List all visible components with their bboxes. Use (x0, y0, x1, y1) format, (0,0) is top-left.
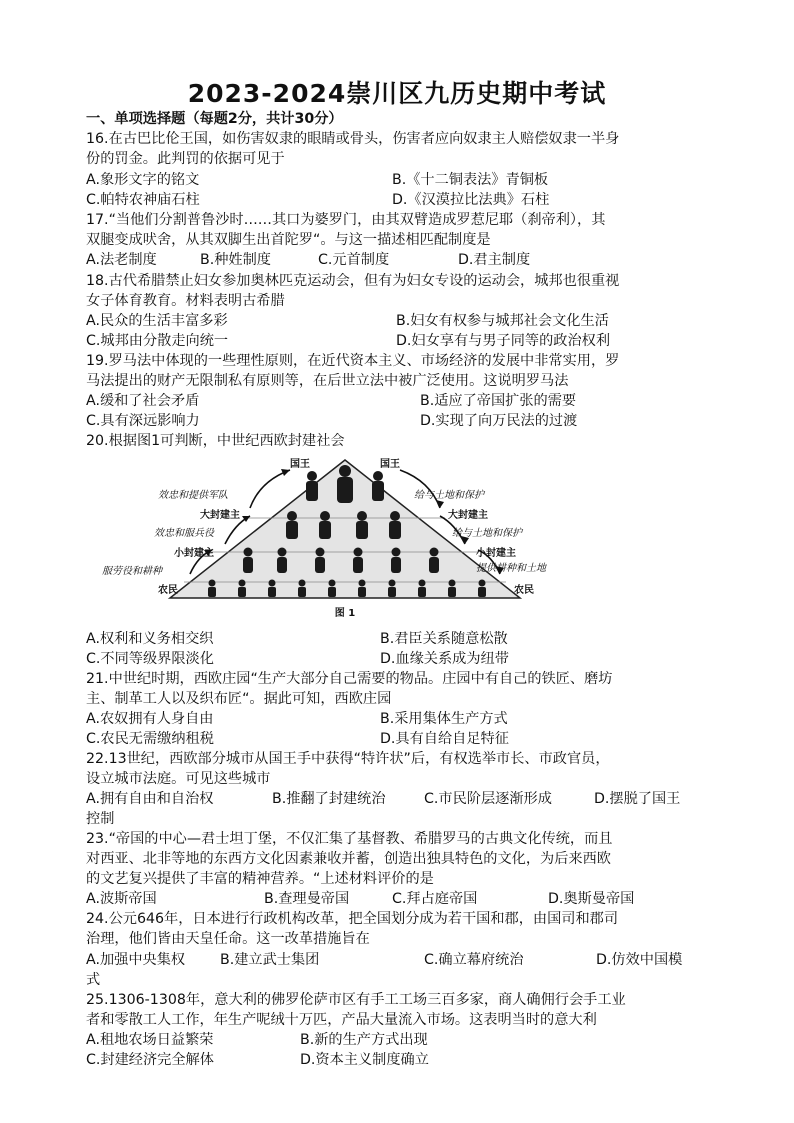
label-small-lord-left: 小封建主 (174, 548, 214, 559)
question-23-stem-cont: 对西亚、北非等地的东西方文化因素兼收并蓄，创造出独具特色的文化，为后来西欧 (86, 851, 611, 867)
option-20a: A.权利和义务相交织 (86, 631, 214, 647)
question-21-stem: 21.中世纪时期，西欧庄园“生产大部分自己需要的物品。庄园中有自己的铁匠、磨坊 (86, 671, 613, 687)
option-18b: B.妇女有权参与城邦社会文化生活 (396, 313, 609, 329)
question-23-stem: 23.“帝国的中心—君士坦丁堡，不仅汇集了基督教、希腊罗马的古典文化传统，而且 (86, 831, 613, 847)
question-18-stem-cont: 女子体育教育。材料表明古希腊 (86, 293, 285, 309)
option-25b: B.新的生产方式出现 (300, 1032, 428, 1048)
question-17-stem-cont: 双腿变成吠舍，从其双脚生出首陀罗“。与这一描述相匹配制度是 (86, 232, 491, 248)
question-23-stem-cont2: 的文艺复兴提供了丰富的精神营养。“上述材料评价的是 (86, 871, 434, 887)
option-17d: D.君主制度 (458, 252, 531, 268)
option-17c: C.元首制度 (318, 252, 390, 268)
option-21d: D.具有自给自足特征 (380, 731, 509, 747)
question-22-stem: 22.13世纪，西欧部分城市从国王手中获得“特许状”后，有权选举市长、市政官员， (86, 751, 610, 767)
question-16-stem-cont: 份的罚金。此判罚的依据可见于 (86, 151, 285, 167)
arrow-left-mid-label: 效忠和服兵役 (154, 528, 214, 539)
option-22a: A.拥有自由和自治权 (86, 791, 214, 807)
option-24b: B.建立武士集团 (220, 952, 320, 968)
label-great-lord-right: 大封建主 (448, 510, 488, 521)
arrow-right-bottom-label: 提供耕种和土地 (476, 563, 546, 574)
page-title: 2023-2024崇川区九历史期中考试 (187, 79, 607, 108)
option-22c: C.市民阶层逐渐形成 (424, 791, 552, 807)
section-heading: 一、单项选择题（每题2分，共计30分） (86, 111, 343, 127)
option-22d: D.摆脱了国王 (594, 791, 681, 807)
question-20-stem: 20.根据图1可判断，中世纪西欧封建社会 (86, 433, 345, 449)
option-16d: D.《汉漠拉比法典》石柱 (392, 192, 550, 208)
option-17b: B.种姓制度 (200, 252, 271, 268)
question-19-stem: 19.罗马法中体现的一些理性原则，在近代资本主义、市场经济的发展中非常实用，罗 (86, 353, 620, 369)
option-16b: B.《十二铜表法》青铜板 (392, 172, 549, 188)
question-17-stem: 17.“当他们分割普鲁沙时……其口为婆罗门，由其双臂造成罗惹尼耶（刹帝利），其 (86, 212, 606, 228)
option-23c: C.拜占庭帝国 (392, 891, 478, 907)
option-25c: C.封建经济完全解体 (86, 1052, 214, 1068)
option-17a: A.法老制度 (86, 252, 157, 268)
option-19c: C.具有深远影响力 (86, 413, 200, 429)
question-25-stem-cont: 者和零散工人工作，年生产呢绒十万匹，产品大量流入市场。这表明当时的意大利 (86, 1012, 597, 1028)
option-23d: D.奥斯曼帝国 (548, 891, 635, 907)
option-18a: A.民众的生活丰富多彩 (86, 313, 228, 329)
question-19-stem-cont: 马法提出的财产无限制私有原则等，在后世立法中被广泛使用。这说明罗马法 (86, 373, 569, 389)
question-18-stem: 18.古代希腊禁止妇女参加奥林匹克运动会，但有为妇女专设的运动会，城邦也很重视 (86, 273, 620, 289)
option-25a: A.租地农场日益繁荣 (86, 1032, 214, 1048)
feudal-pyramid-figure (102, 456, 546, 626)
arrow-right-mid-label: 给与土地和保护 (452, 528, 522, 539)
option-21b: B.采用集体生产方式 (380, 711, 508, 727)
arrow-left-bottom-label: 服劳役和耕种 (102, 566, 162, 577)
option-22d-cont: 控制 (86, 811, 115, 827)
option-25d: D.资本主义制度确立 (300, 1052, 429, 1068)
figure-caption: 图 1 (334, 608, 356, 619)
option-19d: D.实现了向万民法的过渡 (420, 413, 578, 429)
option-19a: A.缓和了社会矛盾 (86, 393, 200, 409)
option-20d: D.血缘关系成为纽带 (380, 651, 509, 667)
arrow-right-top-label: 给与土地和保护 (414, 490, 484, 501)
question-21-stem-cont: 主、制革工人以及织布匠“。据此可知，西欧庄园 (86, 691, 392, 707)
option-24c: C.确立幕府统治 (424, 952, 524, 968)
option-20b: B.君臣关系随意松散 (380, 631, 508, 647)
label-king-left: 国王 (290, 459, 310, 470)
label-peasant-right: 农民 (514, 585, 534, 596)
option-18c: C.城邦由分散走向统一 (86, 333, 229, 349)
option-23b: B.查理曼帝国 (264, 891, 350, 907)
option-21a: A.农奴拥有人身自由 (86, 711, 214, 727)
option-22b: B.推翻了封建统治 (272, 791, 386, 807)
label-great-lord-left: 大封建主 (200, 510, 240, 521)
option-23a: A.波斯帝国 (86, 891, 157, 907)
option-24d: D.仿效中国模 (596, 952, 683, 968)
option-18d: D.妇女享有与男子同等的政治权利 (396, 333, 611, 349)
option-21c: C.农民无需缴纳租税 (86, 731, 214, 747)
option-16c: C.帕特农神庙石柱 (86, 192, 200, 208)
question-24-stem: 24.公元646年，日本进行行政机构改革，把全国划分成为若干国和郡，由国司和郡司 (86, 911, 619, 927)
arrow-left-top-label: 效忠和提供军队 (158, 490, 228, 501)
option-19b: B.适应了帝国扩张的需要 (420, 393, 577, 409)
label-king-right: 国王 (380, 459, 400, 470)
question-25-stem: 25.1306-1308年，意大利的佛罗伦萨市区有手工工场三百多家，商人确佣行会手工业 (86, 992, 626, 1008)
question-22-stem-cont: 设立城市法庭。可见这些城市 (86, 771, 271, 787)
option-24d-cont: 式 (86, 972, 101, 988)
option-20c: C.不同等级界限淡化 (86, 651, 214, 667)
label-small-lord-right: 小封建主 (476, 548, 516, 559)
option-16a: A.象形文字的铭文 (86, 172, 200, 188)
question-24-stem-cont: 治理，他们皆由天皇任命。这一改革措施旨在 (86, 931, 370, 947)
option-24a: A.加强中央集权 (86, 952, 186, 968)
question-16-stem: 16.在古巴比伦王国，如伤害奴隶的眼睛或骨头，伤害者应向奴隶主人赔偿奴隶一半身 (86, 131, 620, 147)
label-peasant-left: 农民 (158, 585, 178, 596)
